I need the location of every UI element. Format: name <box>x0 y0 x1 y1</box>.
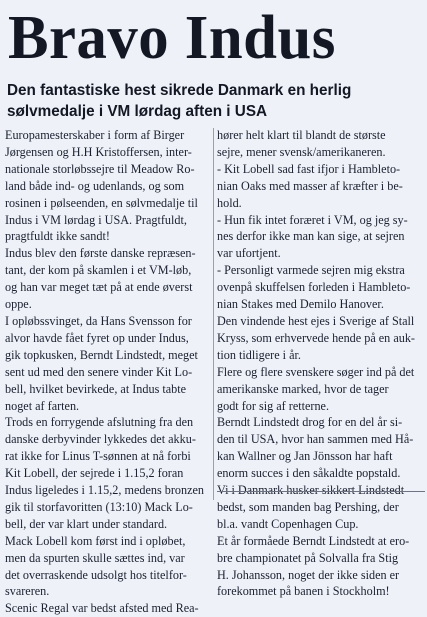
text-line: Berndt Lindstedt drog for en del år si- <box>217 415 403 430</box>
text-line: forekommet på banen i Stockholm! <box>217 584 390 599</box>
text-line: Flere og flere svenskere søger ind på det <box>217 364 415 379</box>
text-line: nationale storløbssejre til Meadow Ro- <box>5 161 195 176</box>
text-line: bl.a. vandt Copenhagen Cup. <box>217 516 359 531</box>
text-line: bre championatet på Solvalla fra Stig <box>217 550 399 565</box>
text-line: kan Wallner og Jan Jönsson har haft <box>217 449 393 464</box>
article-column-left <box>5 127 210 617</box>
text-line: H. Johansson, noget der ikke siden er <box>217 567 400 582</box>
text-line: den til USA, hvor han sammen med Hå- <box>217 432 414 447</box>
text-line: gik til storfavoritten (13:10) Mack Lo- <box>5 499 193 514</box>
article-column-right <box>217 127 425 600</box>
text-line: rat ikke for Linus T-sønnen at nå forbi <box>5 449 191 464</box>
section-rule <box>217 491 425 492</box>
text-line: Europamesterskaber i form af Birger <box>5 128 185 142</box>
text-line: var ufortjent. <box>217 246 281 261</box>
text-line: Trods en forrygende afslutning fra den <box>5 415 194 430</box>
text-line: Et år formåede Berndt Lindstedt at ero- <box>217 533 410 548</box>
text-line: nian Stakes med Demilo Hanover. <box>217 297 384 312</box>
text-line: Indus blev den første danske repræsen- <box>5 246 196 261</box>
text-line: Kryss, som erhvervede hende på en auk- <box>217 330 415 345</box>
text-line: Indus i VM lørdag i USA. Pragtfuldt, <box>5 212 187 227</box>
text-line: nes derfor ikke man kan sige, at sejren <box>217 229 405 244</box>
text-line: noget af farten. <box>5 398 80 413</box>
text-line: Kit Lobell, der sejrede i 1.15,2 foran <box>5 466 184 481</box>
text-line: Scenic Regal var bedst afsted med Rea- <box>5 601 199 616</box>
text-line: nian Oaks med masser af kræfter i be- <box>217 178 403 193</box>
text-line: gik topkusken, Berndt Lindstedt, meget <box>5 347 198 362</box>
text-line: Indus ligeledes i 1.15,2, medens bronzen <box>5 483 205 498</box>
text-line: bedst, som manden bag Pershing, der <box>217 499 399 514</box>
text-line: enorm succes i den såkaldte popstald. <box>217 466 401 481</box>
text-line: bell, der var klart under standard. <box>5 516 168 531</box>
text-line: danske derbyvinder lykkedes det akku- <box>5 432 196 447</box>
text-line: tant, der kom på skamlen i et VM-løb, <box>5 263 192 278</box>
text-line: hold. <box>217 195 242 210</box>
text-line: - Kit Lobell sad fast ifjor i Hambleto- <box>217 161 401 176</box>
text-line: Jørgensen og H.H Kristoffersen, inter- <box>5 144 192 159</box>
text-line: alvor havde fået fyret op under Indus, <box>5 330 189 345</box>
text-line: Den vindende hest ejes i Sverige af Stall <box>217 313 415 328</box>
text-line: pragtfuldt ikke sandt! <box>5 229 110 244</box>
text-line: amerikanske marked, hvor de tager <box>217 381 389 396</box>
headline: Bravo Indus <box>8 4 336 72</box>
text-line: oppe. <box>5 297 32 312</box>
text-line: svareren. <box>5 584 50 599</box>
text-line: men da spurten skulle sættes ind, var <box>5 550 185 565</box>
subhead <box>7 80 425 122</box>
text-line: - Hun fik intet foræret i VM, og jeg sy- <box>217 212 408 227</box>
text-line: land både ind- og udenlands, og som <box>5 178 185 193</box>
text-line: sent ud med den senere vinder Kit Lo- <box>5 364 193 379</box>
text-line: rosinen i pølseenden, en sølvmedalje til <box>5 195 198 210</box>
text-line: - Personligt varmede sejren mig ekstra <box>217 263 405 278</box>
text-line: hører helt klart til blandt de største <box>217 128 386 142</box>
column-divider <box>213 128 214 500</box>
text-line: tion tidligere i år. <box>217 347 301 362</box>
text-line: bell, hvilket bevirkede, at Indus tabte <box>5 381 187 396</box>
text-line: og han var meget tæt på at ende øverst <box>5 280 193 295</box>
text-line: I opløbssvinget, da Hans Svensson for <box>5 313 192 328</box>
subhead-line: Den fantastiske hest sikrede Danmark en herlig <box>7 82 352 99</box>
text-line: Mack Lobell kom først ind i opløbet, <box>5 533 186 548</box>
text-line: det overraskende udsolgt hos titelfor- <box>5 567 187 582</box>
text-line: sejre, mener svensk/amerikaneren. <box>217 144 386 159</box>
text-line: godt for sig af retterne. <box>217 398 330 413</box>
text-line: ovenpå skuffelsen forleden i Hambleto- <box>217 280 411 295</box>
subhead-line: sølvmedalje i VM lørdag aften i USA <box>7 103 268 120</box>
